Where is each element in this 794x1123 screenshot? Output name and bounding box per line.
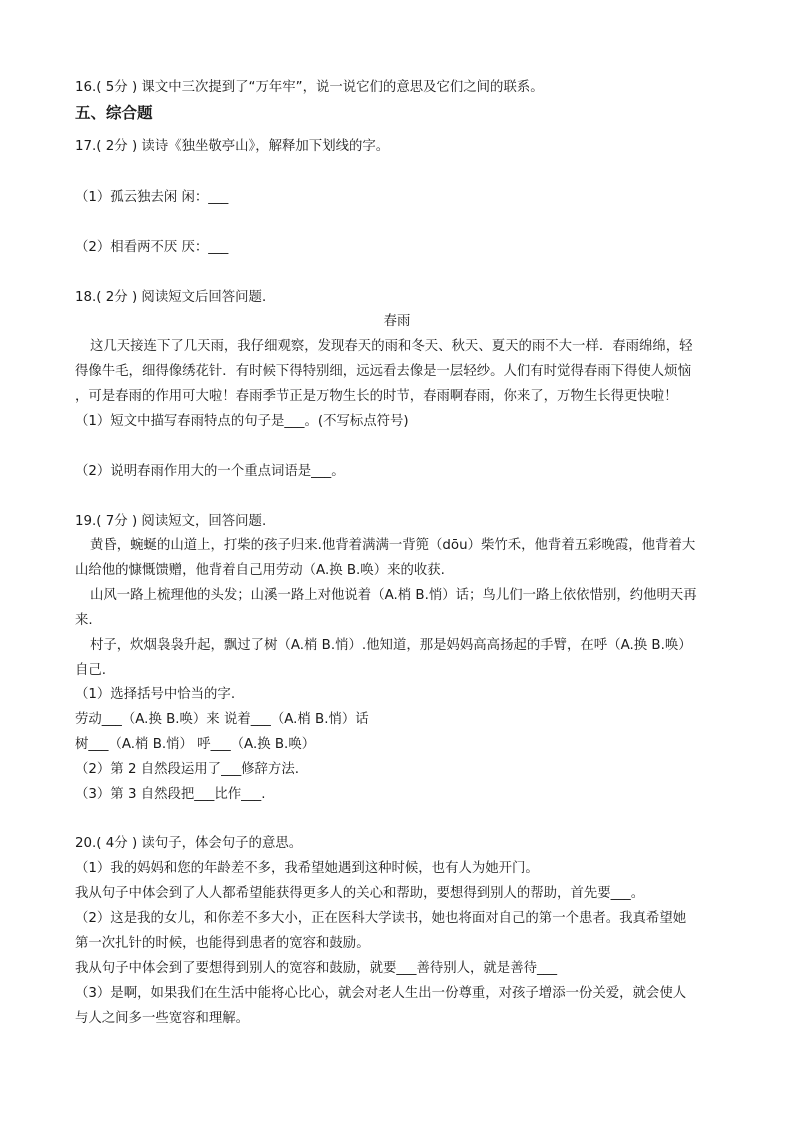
question-19-sub-2: （2）第 2 自然段运用了___修辞方法.: [75, 762, 299, 777]
question-18-stem: 18.( 2分 ) 阅读短文后回答问题．: [75, 290, 276, 305]
question-17-sub-1: （1）孤云独去闲 闲：___: [75, 190, 229, 205]
question-20-sentence-2: （2）这是我的女儿，和你差不多大小，正在医科大学读书，她也将面对自己的第一个患者。我真希望她: [75, 911, 687, 926]
question-17-sub-2: （2）相看两不厌 厌：___: [75, 240, 229, 255]
passage-line: 村子，炊烟袅袅升起，飘过了树（A.梢 B.悄）.他知道，那是妈妈高高扬起的手臂，在呼（A.换 B.唤）: [90, 638, 692, 653]
question-18-sub-1: （1）短文中描写春雨特点的句子是___。(不写标点符号): [75, 414, 409, 429]
question-20-sentence-3: （3）是啊，如果我们在生活中能将心比心，就会对老人生出一份尊重，对孩子增添一份关爱，就会使人: [75, 986, 687, 1001]
question-20-answer-1: 我从句子中体会到了人人都希望能获得更多人的关心和帮助，要想得到别人的帮助，首先要___。: [75, 886, 645, 901]
passage-line: 自己.: [75, 663, 107, 678]
question-18-sub-2: （2）说明春雨作用大的一个重点词语是___。: [75, 464, 345, 479]
question-16-stem: 16.( 5分 ) 课文中三次提到了“万年牢”，说一说它们的意思及它们之间的联系。: [75, 80, 544, 95]
passage-line: ，可是春雨的作用可大啦！春雨季节正是万物生长的时节，春雨啊春雨，你来了，万物生长得更快啦！: [75, 389, 678, 404]
passage-line: 黄昏，蜿蜒的山道上，打柴的孩子归来.他背着满满一背篼（dōu）柴竹禾，他背着五彩晚霞，他背着大: [90, 538, 696, 553]
passage-title: 春雨: [383, 314, 411, 329]
passage-line: 山给他的慷慨馈赠，他背着自己用劳动（A.换 B.唤）来的收获.: [75, 563, 445, 578]
passage-line: 来.: [75, 613, 93, 628]
question-19-options-row-1: 劳动___（A.换 B.唤）来 说着___（A.梢 B.悄）话: [75, 712, 369, 727]
passage-line: 得像牛毛，细得像绣花针．有时候下得特别细，远远看去像是一层轻纱。人们有时觉得春雨下得使人烦恼: [75, 364, 691, 379]
question-19-sub-3: （3）第 3 自然段把___比作___.: [75, 787, 266, 802]
question-17-stem: 17.( 2分 ) 读诗《独坐敬亭山》，解释加下划线的字。: [75, 139, 390, 154]
passage-line: 山风一路上梳理他的头发；山溪一路上对他说着（A.梢 B.悄）话；鸟儿们一路上依依惜别，约他明天再: [90, 588, 697, 603]
question-20-sentence-1: （1）我的妈妈和您的年龄差不多，我希望她遇到这种时候，也有人为她开门。: [75, 861, 539, 876]
question-20-stem: 20.( 4分 ) 读句子，体会句子的意思。: [75, 836, 303, 851]
question-20-answer-2: 我从句子中体会到了要想得到别人的宽容和鼓励，就要___善待别人，就是善待___: [75, 961, 558, 976]
question-20-sentence-3-cont: 与人之间多一些宽容和理解。: [75, 1011, 250, 1026]
section-heading: 五、综合题: [75, 104, 153, 122]
question-19-options-row-2: 树___（A.梢 B.悄） 呼___（A.换 B.唤）: [75, 737, 316, 752]
question-20-sentence-2-cont: 第一次扎针的时候，也能得到患者的宽容和鼓励。: [75, 936, 370, 951]
question-19-sub-1: （1）选择括号中恰当的字.: [75, 687, 236, 702]
question-19-stem: 19.( 7分 ) 阅读短文，回答问题.: [75, 514, 267, 529]
passage-line: 这几天接连下了几天雨，我仔细观察，发现春天的雨和冬天、秋天、夏天的雨不大一样．春雨绵绵，轻: [90, 339, 693, 354]
